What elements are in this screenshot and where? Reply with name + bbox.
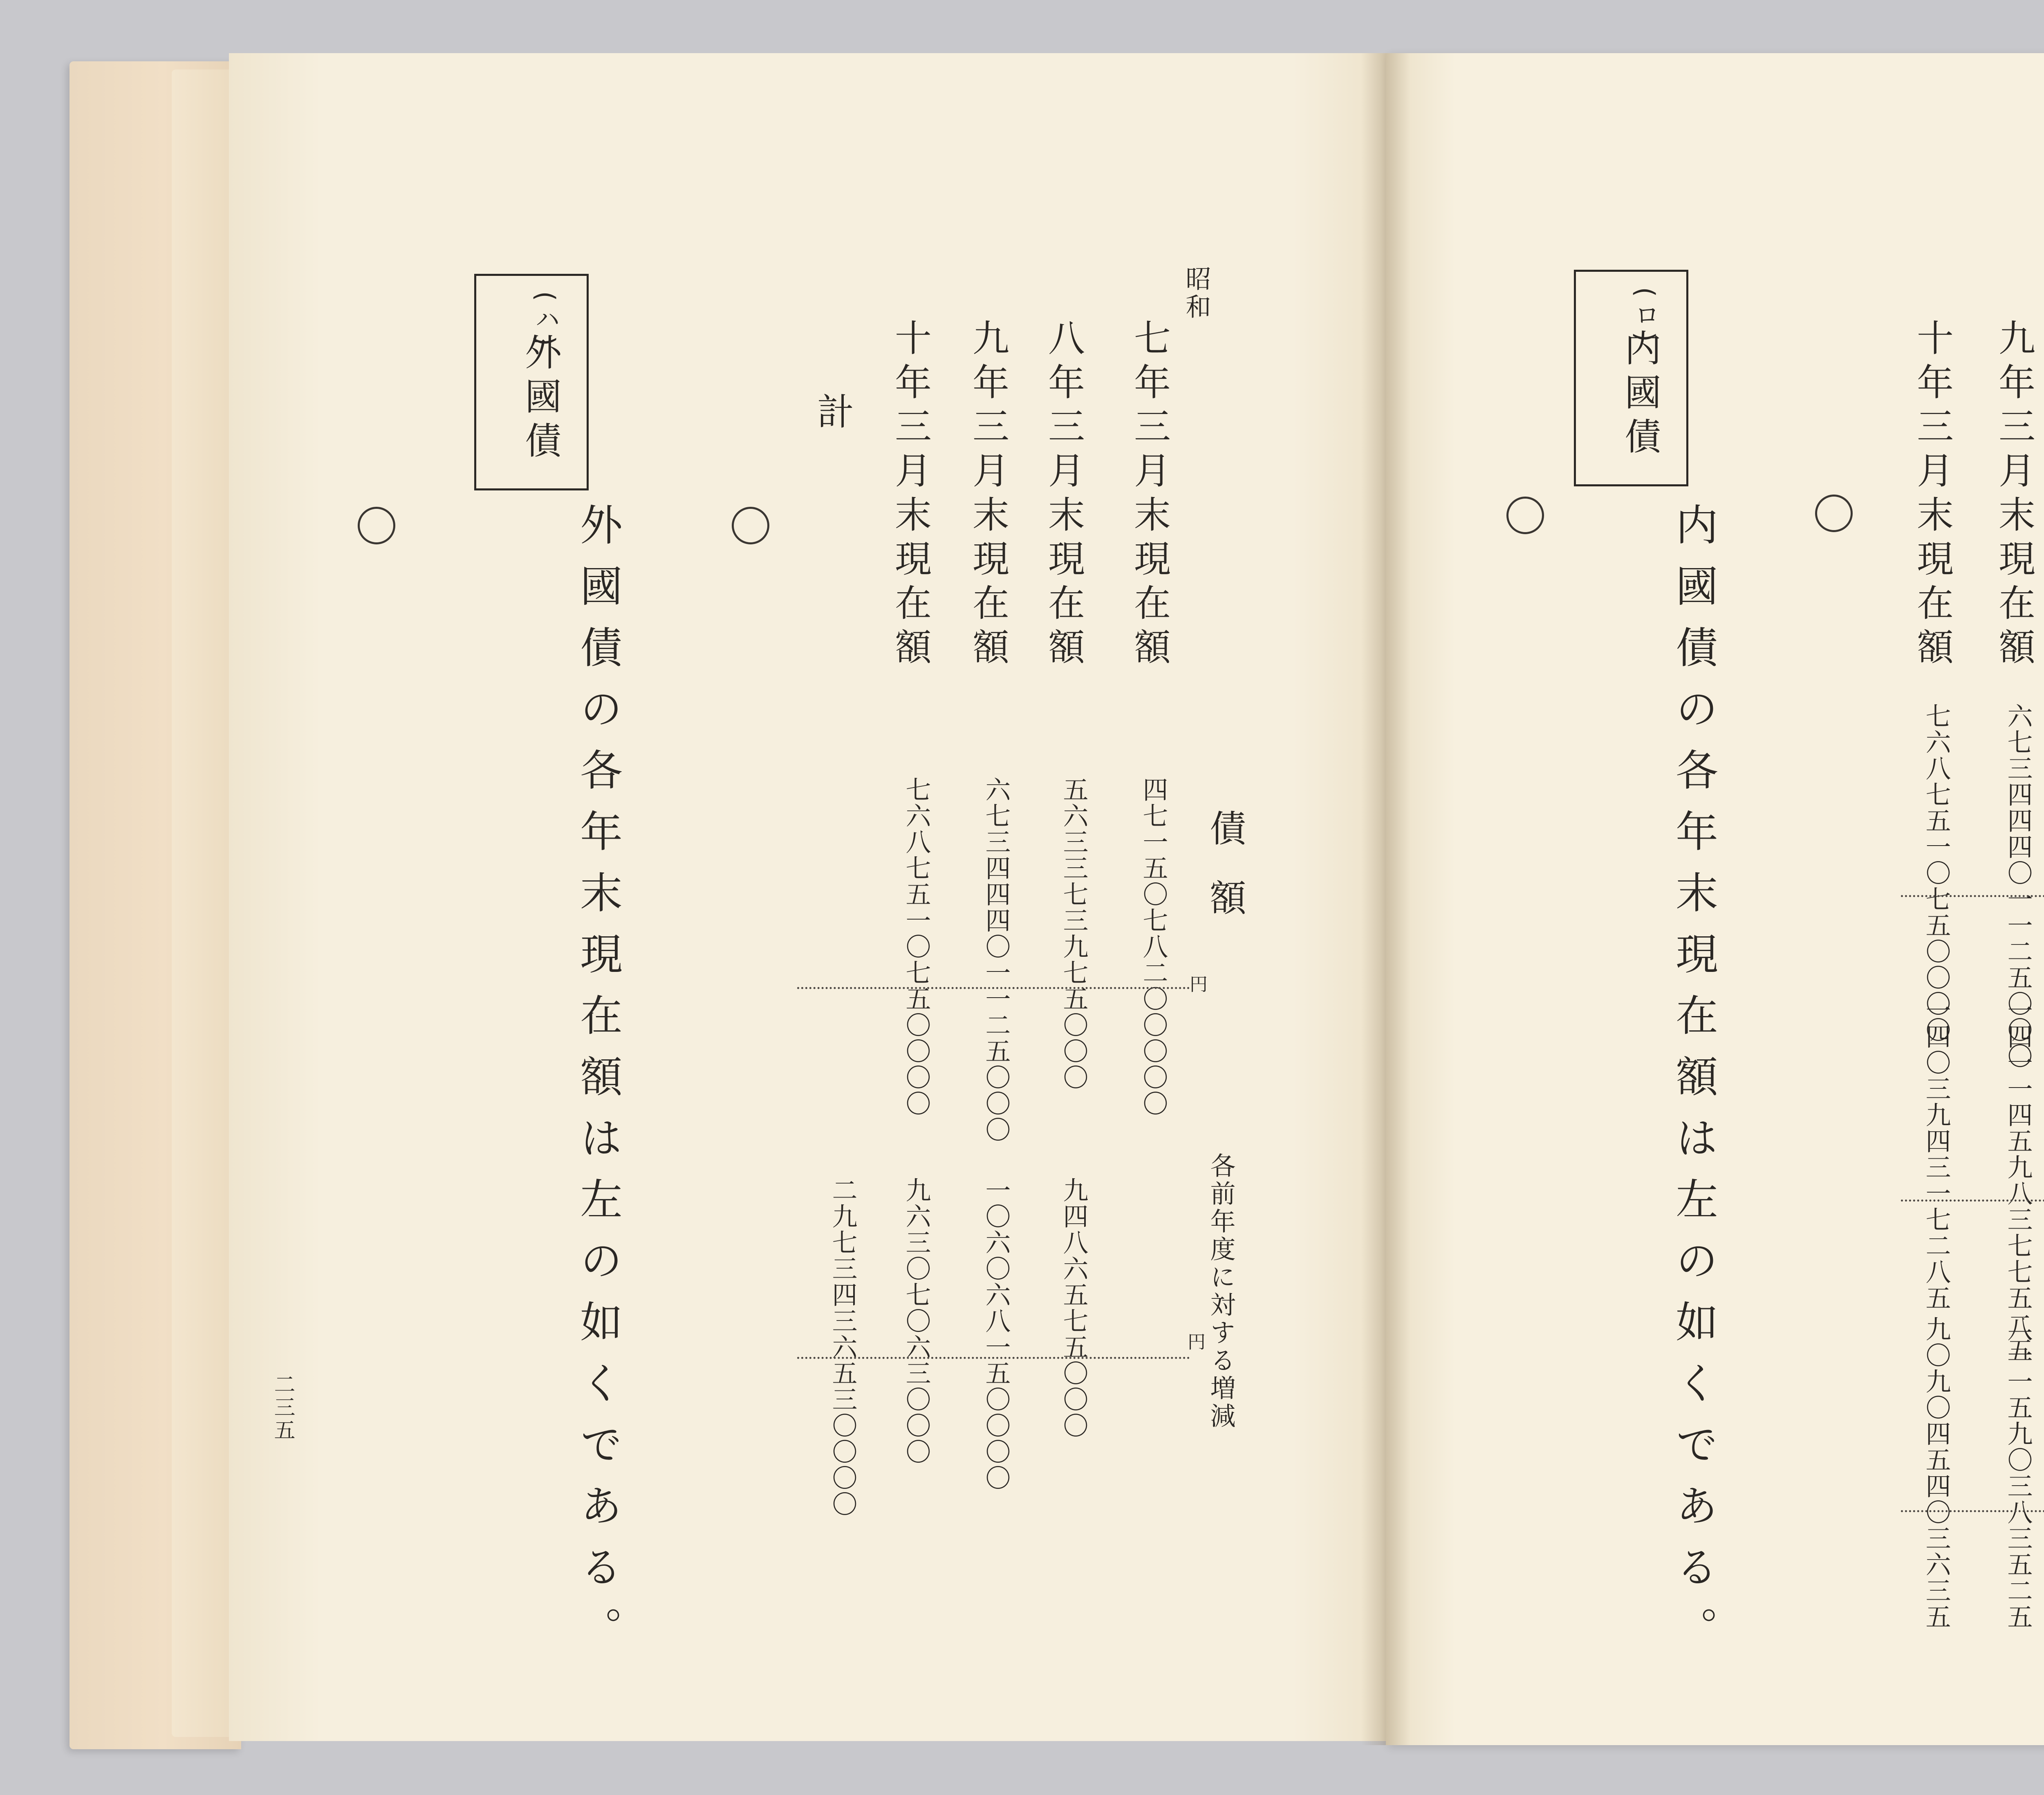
left-era-label: 昭和 [1181,266,1211,321]
left-page-number: 二三五 [270,1373,295,1442]
left-binding-hole-1 [732,507,769,544]
left-debt-value-1: 四七一五〇七八二〇〇〇〇〇 [1139,777,1168,1117]
left-change-value-total: 二九七三四三六五三〇〇〇〇 [828,1177,858,1517]
right-total-value-3: 八一一五九〇三八三五二五 [2003,1316,2033,1630]
left-row-label-4: 十年三月末現在額 [888,319,931,672]
right-section-title: 内國債 [1618,329,1661,461]
book-gutter [1361,53,1410,1745]
left-change-value-3: 一〇六〇六八一五〇〇〇〇 [981,1177,1011,1491]
right-domestic-value-3: 六七三四四四〇一一二五〇〇〇 [2003,703,2033,1069]
right-foreign-value-3: 一四一一四五九八三七七五二五 [2003,997,2033,1363]
left-change-value-4: 九六三〇七〇六三〇〇〇 [901,1177,931,1465]
right-binding-hole-3 [1506,497,1544,534]
right-domestic-value-4: 七六八七五一〇七五〇〇〇〇 [1921,703,1951,1043]
right-binding-hole-2 [1815,495,1853,532]
left-body-sentence: 外國債の各年末現在額は左の如くである。 [573,503,623,1667]
left-debt-dotted-rule [797,987,1190,989]
left-section-box [474,274,589,490]
left-col-debt-header: 債額 [1203,809,1246,948]
left-section-number: (ハ) [531,288,560,351]
right-row-label-3: 九年三月末現在額 [1992,319,2035,672]
left-debt-value-4: 七六八七五一〇七五〇〇〇〇 [901,777,931,1117]
right-section-number: (ロ) [1630,284,1660,347]
right-foreign-value-4: 一四〇三九四三一七二八五 [1921,997,1951,1311]
right-section-box [1574,270,1688,486]
left-row-label-1: 七年三月末現在額 [1127,319,1170,672]
left-row-label-2: 八年三月末現在額 [1042,319,1085,672]
left-binding-hole-2 [358,507,395,544]
right-domestic-dotted-rule [1901,895,2044,897]
left-col-change-header: 各前年度に対する増減 [1206,1153,1236,1430]
left-row-label-3: 九年三月末現在額 [966,319,1009,672]
left-change-dotted-rule [797,1357,1190,1359]
left-yen-mark-change: 円 [1184,1332,1205,1353]
right-body-sentence: 内國債の各年末現在額は左の如くである。 [1668,503,1718,1667]
right-row-label-4: 十年三月末現在額 [1910,319,1953,672]
right-foreign-dotted-rule [1901,1200,2044,1202]
left-debt-value-2: 五六三三七三九七五〇〇〇 [1059,777,1089,1090]
left-row-label-total: 計 [811,392,854,436]
right-total-dotted-rule [1901,1510,2044,1512]
left-debt-value-3: 六七三四四四〇一一二五〇〇〇 [981,777,1011,1143]
left-yen-mark-debt: 円 [1186,975,1207,995]
left-section-title: 外國債 [518,333,561,466]
right-total-value-4: 九〇九〇四五四〇三六三五 [1921,1316,1951,1630]
left-change-value-2: 九四八六五七五〇〇〇 [1059,1177,1089,1439]
